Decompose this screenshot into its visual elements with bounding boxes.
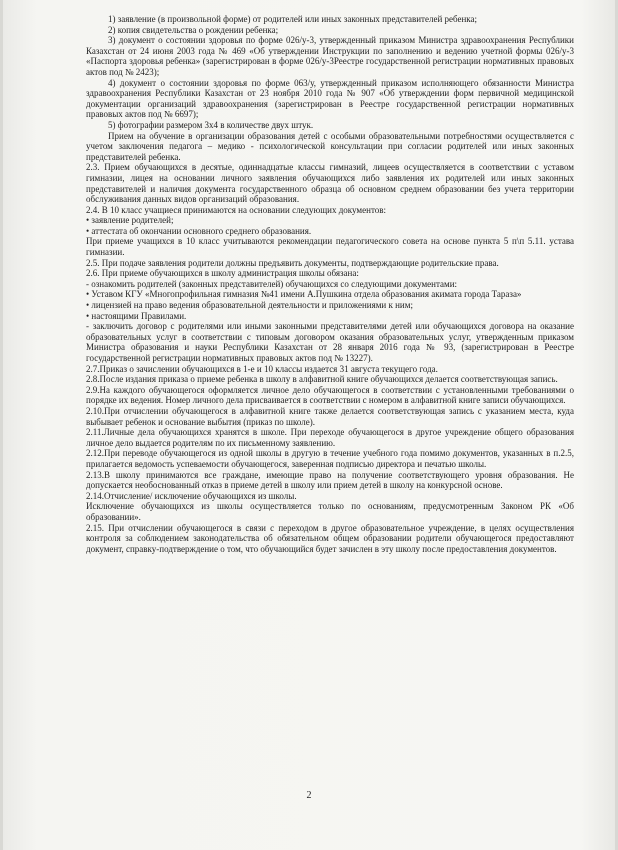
list-item: - ознакомить родителей (законных представителей) обучающихся со следующими документами: <box>86 278 458 289</box>
paragraph: 2.9.На каждого обучающегося оформляется личное дело обучающегося в соответствии с установленными требованиями о порядке их ведения. Номер личного дела присваивается в соответствии с номером в алфавитной книге записи обучающихся. <box>86 384 574 406</box>
list-item: • аттестата об окончании основного среднего образования. <box>86 225 312 236</box>
paragraph: 2.3. Прием обучающихся в десятые, одиннадцатые классы гимназий, лицеев осуществляется в соответствии с уставом гимназии, лицея на основании личного заявления обучающихся либо заявления их родителей или иных законных представителей и наличия документа государственного образца об основном среднем образовании без учета территории обслуживания данных видов организаций образования. <box>86 162 574 205</box>
paragraph: 2.6. При приеме обучающихся в школу администрация школы обязана: <box>86 268 359 279</box>
page-number: 2 <box>306 790 312 801</box>
paragraph: Прием на обучение в организации образования детей с особыми образовательными потребностями осуществляется с учетом заключения педагога – медико - психологической консультации при согласии родителей или иных законных представителей ребенка. <box>86 130 574 162</box>
document-body <box>86 14 574 554</box>
paragraph: 2.10.При отчислении обучающегося в алфавитной книге также делается соответствующая запись с указанием места, куда выбывает ребенок и основание выбытия (приказ по школе). <box>86 405 574 427</box>
paragraph: 3) документ о состоянии здоровья по форме 026/у-3, утвержденный приказом Министра здравоохранения Республики Казахстан от 24 июня 2003 года № 469 «Об утверждении Инструкции по заполнению и ведению учетной формы 026/у-3 «Паспорта здоровья ребенка» (зарегистрирован в форме 026/у-3Реестре государственной регистрации нормативных правовых актов под № 2423); <box>86 35 574 77</box>
list-item: • заявление родителей; <box>86 215 174 226</box>
paragraph: 2) копия свидетельства о рождении ребенка; <box>108 24 279 35</box>
list-item: - заключить договор с родителями или иными законными представителями детей или обучающихся договора на оказание образовательных услуг в соответствии с типовым договором оказания образовательных услуг, утвержденным приказом Министра образования и науки Республики Казахстан от 28 января 2016 года № 93, (зарегистрирован в Реестре государственной регистрации нормативных правовых актов под № 13227). <box>86 321 574 363</box>
list-item: • настоящими Правилами. <box>86 310 187 321</box>
paragraph: 2.14.Отчисление/ исключение обучающихся из школы. <box>86 490 297 501</box>
paragraph: 5) фотографии размером 3х4 в количестве двух штук. <box>108 119 314 130</box>
list-item: • Уставом КГУ «Многопрофильная гимназия №41 имени А.Пушкина отдела образования акимата города Тараза» <box>86 289 522 300</box>
page-edge-left <box>0 0 3 850</box>
list-item: • лицензией на право ведения образовательной деятельности и приложениями к ним; <box>86 300 413 311</box>
paragraph: 2.4. В 10 класс учащиеся принимаются на основании следующих документов: <box>86 204 387 215</box>
paragraph: 2.11.Личные дела обучающихся хранятся в школе. При переходе обучающегося в другое учреждение общего образования личное дело выдается родителям по их письменному заявлению. <box>86 427 574 448</box>
paragraph: 4) документ о состоянии здоровья по форме 063/у, утвержденный приказом исполняющего обязанности Министра здравоохранения Республики Казахстан от 23 ноября 2010 года № 907 «Об утверждении форм первичной медицинской документации организаций здравоохранения (зарегистрирован в Реестре государственной регистрации нормативных правовых актов под № 6697); <box>86 77 574 120</box>
paragraph: 2.8.После издания приказа о приеме ребенка в школу в алфавитной книге обучающихся делается соответствующая запись. <box>86 374 558 385</box>
paragraph: 1) заявление (в произвольной форме) от родителей или иных законных представителей ребенка; <box>108 14 478 24</box>
paragraph: 2.15. При отчислении обучающегося в связи с переходом в другое образовательное учреждение, в целях осуществления контроля за соблюдением законодательства об обязательном общем образовании родители обучающегося предоставляют документ, справку-подтверждение о том, что обучающийся будет зачислен в эту школу после предоставления документов. <box>86 522 574 554</box>
paragraph: 2.13.В школу принимаются все граждане, имеющие право на получение соответствующего уровня образования. Не допускается необоснованный отказ в приеме детей в школу или прием детей в школу на конкурсной основе. <box>86 469 574 491</box>
paragraph: Исключение обучающихся из школы осуществляется только по основаниям, предусмотренным Законом РК «Об образовании». <box>86 501 574 522</box>
paragraph: При приеме учащихся в 10 класс учитываются рекомендации педагогического совета на основе пункта 5 п\п 5.11. устава гимназии. <box>86 236 574 258</box>
paragraph: 2.12.При переводе обучающегося из одной школы в другую в течение учебного года помимо документов, указанных в п.2.5, прилагается ведомость успеваемости обучающегося, заверенная подписью директора и печатью школы. <box>86 448 574 469</box>
paragraph: 2.5. При подаче заявления родители должны предъявить документы, подтверждающие родительские права. <box>86 257 499 268</box>
paragraph: 2.7.Приказ о зачислении обучающихся в 1-е и 10 классы издается 31 августа текущего года. <box>86 363 438 374</box>
